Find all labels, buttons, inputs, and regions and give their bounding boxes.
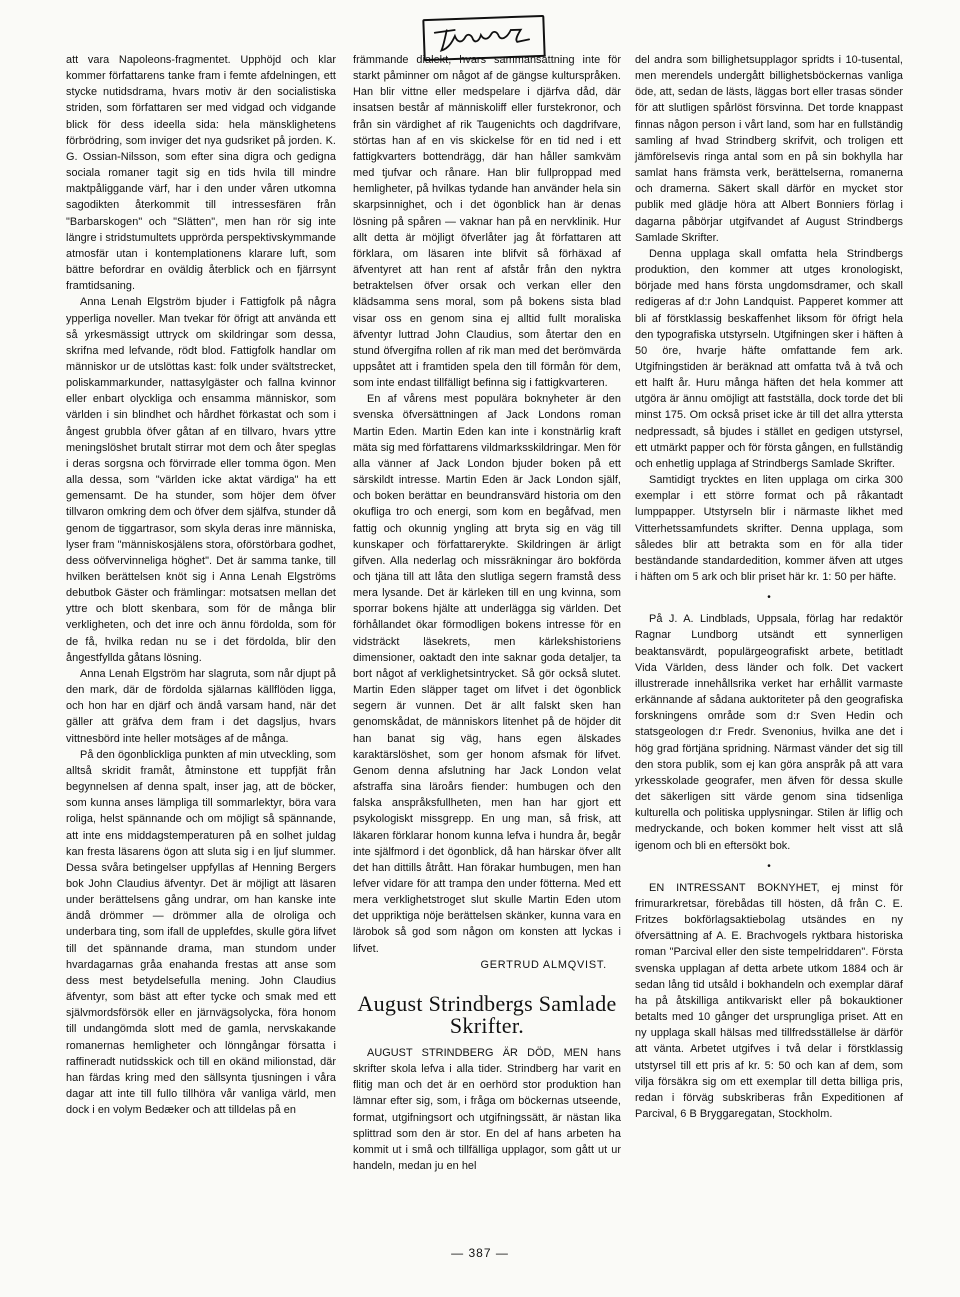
paragraph-strindberg-cont: del andra som billighetsupplagor spridts i 10-tusental, men merendels undergått billighetsböckernas vanliga öde, att, sedan de lästs, läggas bort eller trasas sönder för att slutligen spårlöst försvinna. Det torde knappast finnas någon person i vårt land, som har en fullständig samling af hvad Strindberg skrifvit, och troligen ett jämförelsevis ringa antal som en på sin bokhylla har samlat hans främsta verk, berättelserna, romanerna och dramerna. Säkert skall därför en mycket stor publik med glädje höra att Albert Bonniers förlag i dagarna påbörjar utgifvandet af August Strindbergs Samlade Skrifter.: [635, 54, 904, 244]
paragraph-fattigfolk: Anna Lenah Elgström bjuder i Fattigfolk på några ypperliga noveller. Man tvekar för öfrigt att använda ett så yrkesmässigt uttryck om skildringar som dessa, skrifna med lefvande, rödt blod. Fattigfolk handlar om människor ur de utslöttas kast: folk under svältstrecket, poliskammarkunder, nattasylgäster och fallna kvinnor eller enbart olyckliga och ensamma människor, som världen i sin blindhet och hårdhet förkastat och som i ångest grubbla öfver gåtan af en tillvaro, hvars yttre meningslöshet brutalt stirrar mot dem och åter speglas i deras sorgsna och förvirrade eller tomma ögon. Men alla dessa, som "världen icke aktat värdiga" ha ett gemensamt. De ha stunder, som höjer dem öfver tillvaron omkring dem och öfver dem själfva, stunder då genom de tiggartrasor, som skyla deras inre människa, lyser fram "människosjälens stora, oförstörbara godhet, dess oöfvervinneliga höghet". Det är samma tanke, till hvilken berättelsen knöt sig i Anna Lenah Elgströms debutbok Gäster och främlingar: motsatsen mellan det yttre och blott skenbara, som för de många blir verkligheten, och det inre och ännu fördolda, som för de få, hvilka redan nu se i det fördolda, blir den ångestfyllda gåtans lösning.: [66, 296, 336, 664]
column-left: [66, 52, 336, 1118]
paragraph-napoleon: att vara Napoleons-fragmentet. Upphöjd och klar kommer författarens tanke fram i femte afdelningen, ett stycke nutidsdrama, hvars motiv är den socialistiska striden, som författaren ser med vidgad och vidgande blick för dess ideella sida: hela mänsklighetens förbrödring, som inviger det nya gudsriket på jorden. K. G. Ossian-Nilsson, som efter sina digra och gedigna sociala romaner tagit sig en tids hvila till mindre maktpåliggande värf, har i den under våren utkomna sagodikten återkommit till intressesfären från "Barbarskogen" och "Slätten", men han rör sig inte längre i stridstumultets upprörda perspektivskymmande atmosfär utan i kontemplationens klarare luft, som bättre befordrar en oväldig återblick och en fjärrsynt framtidsaning.: [66, 54, 336, 293]
page-number: — 387 —: [451, 1246, 509, 1260]
column-middle: [353, 52, 621, 1174]
paragraph-edition: Denna upplaga skall omfatta hela Strindbergs produktion, den kommer att utges kronologiskt, började med hans första ungdomsdramer, och skall redigeras af d:r John Landquist. Papperet kommer att bli af förstklassig beskaffenhet liksom för öfrigt hela den typografiska utstyrseln. Utgifningen sker i häften à 50 öre, hvarje häfte omfattande fem ark. Utgifningstiden är beräknad att omfatta två à två och ett halft år. Huru många häften det hela kommer att utgöra är ännu omöjligt att fastställa, dock torde det bli minst 175. Om också priset icke är till det allra yttersta nedpressadt, så bjudes i stället en gedigen utstyrsel, ett utmärkt papper och för första gången, en fullständig och enhetlig upplaga af Strindbergs Samlade Skrifter.: [635, 247, 903, 470]
paragraph-john-claudius: På den ögonblickliga punkten af min utveckling, som alltså skridit framåt, åtminstone ett tuppfjät från begynnelsen af denna spalt, inser jag, att de böcker, som kunna anses lämpliga till sommarlektyr, böra vara roliga, helst spännande och om möjligt så spännande, att inte ens middagstemperaturen på en solhet juldag kan fresta läsarens ögon att sluta sig i en ljuf slummer. Dessa svåra betingelser uppfyllas af Henning Bergers bok John Claudius äfventyr. Det är möjligt att läsaren under berättelsens gång undrar, om han kanske inte ändå drömmer — drömmer alla de olroliga och underbara ting, som ifall de upplefdes, skulle göra lifvet till det spännande drama, man stundom under hvardagarnas gråa enahanda frestas att anse som dess mest betydelsefulla mening. John Claudius äfventyr, som bäst att efter tycke och smak med ett självmordsförsök eller en järnvägsolycka, föra honom till undangömda slott med de gamla, nervskakande romanernas hemligheter och lönngångar försatta i raffineradt nutidsskick och till en okänd milionstad, där han färdas kring med den sällsynta tjusningen i våra dagar att inte till fullo tillhöra vår vanliga värld, men dock i en volym Bedæker och att tilldelas på en: [66, 748, 336, 1117]
paragraph-vida-varlden: På J. A. Lindblads, Uppsala, förlag har redaktör Ragnar Lundborg utsändt ett synnerligen beaktansvärdt, populärgeografiskt arbete, betitladt Vida Världen, dess länder och folk. Det vackert illustrerade innehållsrika verket har erhållit varmaste erkännande af sådana auktoriteter på den geografiska forskningens område som d:r Sven Hedin och statsgeologen d:r Fredr. Svenonius, hvilka ane det i hög grad förtjäna spridning. Närmast vänder det sig till den stora publik, som ej kan göra anspråk på att vara yrkesskolade geografer, men äfven för dessa skulle det säkerligen sitt värde genom sina tidsenliga kulturella och politiska upplysningar. Stilen är liflig och medryckande, och boken kommer helt visst att slå igenom och bli en eftersökt bok.: [635, 613, 903, 852]
paragraph-strindberg-intro: AUGUST STRINDBERG ÄR DÖD, MEN hans skrifter skola lefva i alla tider. Strindberg har varit en flitig man och det är en oerhörd stor produktion han lämnar efter sig, som, i fråga om böckernas utseende, format, utgifningsort och utgifningssätt, är nästan lika splittrad som den är stor. En del af hans arbeten ha kommit ut i små och tillfälliga upplagor, som gått ut ur handeln, medan ju en hel: [353, 1046, 621, 1172]
author-signature: GERTRUD ALMQVIST.: [480, 958, 607, 971]
article-headline: August Strindbergs Samlade Skrifter.: [357, 990, 617, 1038]
paragraph-parcival: EN INTRESSANT BOKNYHET, ej minst för frimurarkretsar, förebådas till hösten, då från C. E. Fritzes bokförlagsaktiebolag utsändes en ny öfversättning af A. E. Brachvogels ryktbara historiska roman "Parcival eller den siste tempelriddaren". Första svenska upplagan af detta arbete utkom 1884 och är sedan lång tid utsåld i bokhandeln och exemplar däraf ha på åtskilliga antikvariskt eller på bokauktioner betalts med 10 gånger det ursprungliga priset. Att en ny upplaga skall hälsas med tillfredsställelse är därför att vänta. Arbetet utgifves i två delar i förstklassig utstyrsel till ett pris af kr. 5: 50 och kan af dem, som vilja försäkra sig om ett exemplar till detta billiga pris, redan i förväg subskriberas från Expeditionen af Parcival, 6 B Bryggaregatan, Stockholm.: [635, 881, 903, 1120]
section-separator-2: •: [767, 860, 771, 872]
paragraph-claudius-cont: främmande dialekt, hvars sammansättning inte för starkt påminner om något af de gängse kulturspråken. Han blir vittne eller medspelare i djärfva dåd, där insatsen består af människoliff eller furstekronor, och från sin värdighet af rik Taugenichts och dagdrifvare, störtas han af en vis skickelse för en tid ned i ett fattigkvarters bottendrägg, där han håller samkväm med tjufvar och rånare. Han blir fullproppad med hemligheter, på hvilkas tydande han använder hela sin skarpsinnighet, och i det ögonblick han är denas lösning på spåren — vaknar han på en nervklinik. Hur allt detta är möjligt öfverlåter jag åt författaren att förklara, om läsaren inte blifvit så förhäxad af äfventyret att han rent af afstår från den nyktra betraktelsen öfver orsak och verkan eller den klädsamma sens moral, som på bokens sista blad visar oss en genom sina ej alltid fullt moraliska äfventyr luttrad John Claudius, som återtar den en stund öfvergifna rollen af rik man med det berömvärda uppsåtet att i framtiden spela den till förmån för dem, som inte endast tillfälligt befinna sig i fattigkvarteren.: [353, 54, 621, 390]
paragraph-martin-eden: En af vårens mest populära boknyheter är den svenska öfversättningen af Jack Londons roman Martin Eden. Martin Eden kan inte i konstnärlig kraft mäta sig med författarens vildmarksskildringar. Men för alla vänner af Jack London bjuder boken på ett särskildt intresse. Martin Eden är Jack London själf, och boken berättar en beundransvärd historia om den okufliga tro och energi, som kom en begåfvad, men fattig och okunnig yngling att bryta sig en väg till kunskaper och författarerykte. Skildringen är ärligt gifven. Alla nederlag och missräkningar äro bokförda och tjäna till att låta den slutliga segern framstå dess mera lysande. Det är kärleken till en ung kvinna, som sporrar bokens hjälte att underlägga sig världen. Det förhållandet ökar förmodligen bokens intresse för en vidsträckt läsekrets, men kärlekshistoriens dimensioner, oaktadt den inte saknar goda detaljer, ta bort något af verklighetsintrycket. Så gör också slutet. Martin Eden släpper taget om lifvet i det ögonblick segern är vunnen. Det är allt falskt sken han genomskådat, de människors litenhet på de höjder dit han banat sig väg, hans egen älskades karaktärslöshet, som ger honom afsmak för lifvet. Genom denna afslutning har Jack London velat afstraffa sina läroårs fiender: humbugen och den falska anspråksfullheten, men han har gjort ett psykologiskt missgrepp. En ung man, så frisk, att läkaren förklarar honom kunna lefva i hundra år, begår inte själfmord i det ögonblick, då han härskar öfver allt det han dittills åtrått. Han förakar humbugen, men han lefver vidare för att trampa den under fötterna. Med ett mera verklighetstroget slut skulle Martin Eden utom det uppriktiga nöje berättelsen skänker, kunna vara en lärobok så god som någon om konsten att lyckas i lifvet.: [353, 393, 621, 955]
paragraph-elgstrom: Anna Lenah Elgström har slagruta, som når djupt på den mark, där de fördolda själarnas källflöden ligga, och hon har en djärf och ändå varsam hand, när det gäller att gräfva dem fram i det dagsljus, hvars vittnesbörd inte heller motsäges af de många.: [66, 667, 336, 745]
paragraph-large-edition: Samtidigt trycktes en liten upplaga om cirka 300 exemplar i ett större format och på råkantadt lumppapper. Utstyrseln blir i närmaste likhet med Vitterhetssamfundets skrifter. Denna upplaga, som således blir att betrakta som en för alla tider beständande standardedition, kommer äfven att utges i häften om 5 ark och blir priset här kr. 1: 50 per häfte.: [635, 474, 903, 583]
section-separator: •: [767, 592, 771, 604]
column-right: [635, 52, 903, 1122]
